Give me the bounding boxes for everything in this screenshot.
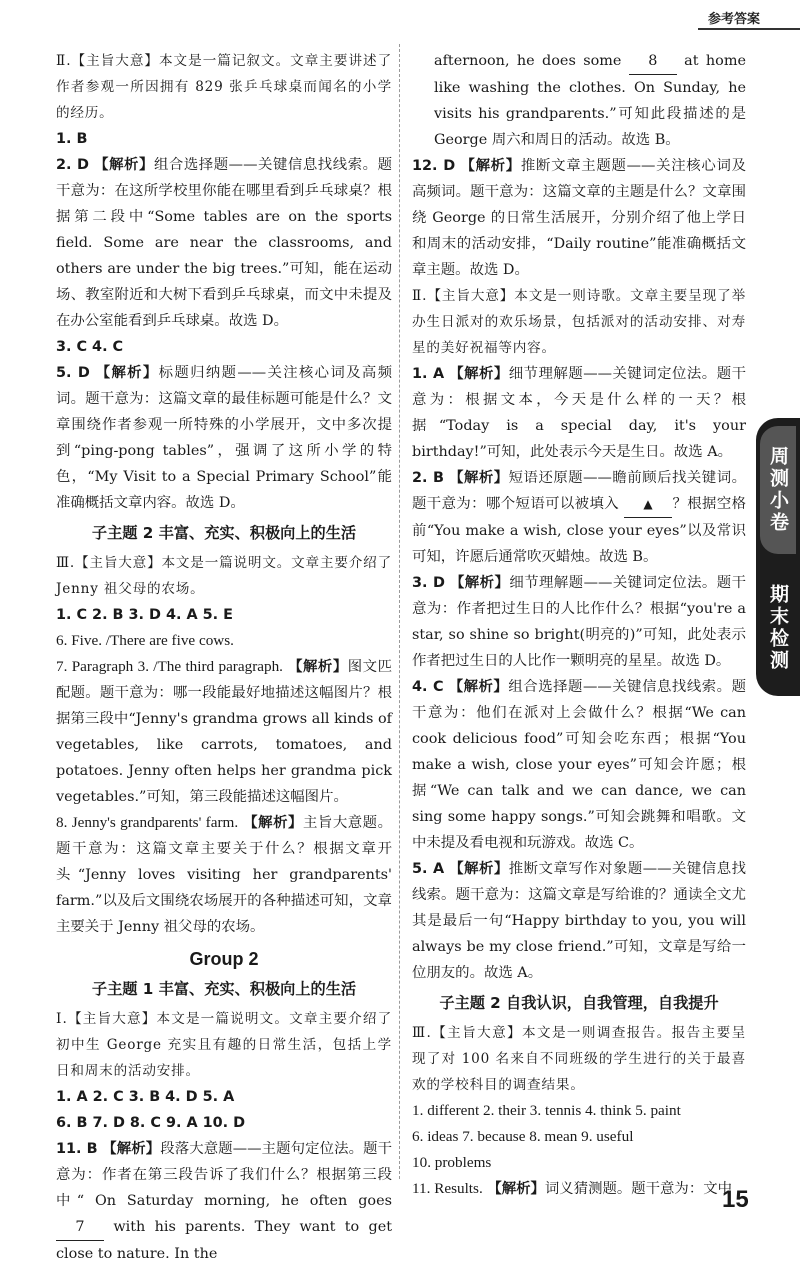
- answer-2-text-a: 短语还原题——瞻前顾后找关键词。题干意为：哪个短语可以被填入: [412, 470, 746, 512]
- answer-11-cont-b: at home like washing the clothes. On Sunday, he visits his grandparents.”可知此段描述的是 George 周六和周日的活动。故选 B。: [434, 53, 746, 148]
- answer-6: 6. Five. /There are five cows.: [56, 632, 234, 649]
- answer-8: [56, 810, 392, 940]
- analysis-tag: 【解析】: [487, 1181, 545, 1197]
- header-rule: [698, 28, 800, 30]
- answer-1-key: 1. A: [412, 366, 445, 382]
- right-column: [412, 48, 746, 1202]
- analysis-tag: 【解析】: [448, 679, 509, 695]
- subtopic-2-title: 子主题 2 丰富、充实、积极向上的生活: [91, 524, 357, 542]
- side-tab-weekly-label: 周测小卷: [760, 426, 796, 554]
- answer-8-text: 主旨大意题。题干意为：这篇文章主要关于什么？根据文章开头“Jenny loves visiting her grandparents' farm.”以及后文围绕农场展开的各种描述可知，文章主要关于 Jenny 祖父母的农场。: [56, 815, 392, 935]
- answer-5-text: 标题归纳题——关注核心词及高频词。题干意为：这篇文章的最佳标题可能是什么？文章围绕作者参观一所特殊的小学展开，文中多次提到“ping-pong tables”，强调了这所小学的特色，“My Visit to a Special Primary School”能准确概括文章内容。故选 D。: [56, 365, 392, 511]
- header-label: 参考答案: [707, 12, 760, 27]
- answer-4-text: 组合选择题——关键信息找线索。题干意为：他们在派对上会做什么？根据“We can cook delicious food”可知会吃东西；根据“You make a wish, close your eyes”可知会许愿；根据“We can talk and we can dance, we can sing some happy songs.”可知会跳舞和唱歌。文中未提及看电视和玩游戏。故选 C。: [412, 679, 746, 851]
- page-header: [0, 0, 800, 28]
- analysis-tag: 【解析】: [449, 366, 509, 382]
- answer-11-text-a: 段落大意题——主题句定位法。题干意为：作者在第三段告诉了我们什么？根据第三段中“ On Saturday morning, he often goes: [56, 1141, 392, 1209]
- section-3-intro: Ⅲ.【主旨大意】本文是一则调查报告。报告主要呈现了对 100 名来自不同班级的学生进行的关于最喜欢的学校科目的调查结果。: [412, 1025, 746, 1093]
- page-number: 15: [722, 1186, 749, 1213]
- answer-4: [412, 674, 746, 856]
- blank-7: 7: [56, 1214, 104, 1241]
- group-2-answers-6-10: 6. B 7. D 8. C 9. A 10. D: [56, 1115, 246, 1131]
- group-2-title: Group 2: [189, 949, 259, 969]
- answer-7: [56, 654, 392, 810]
- answer-3-key: 3. D: [412, 575, 445, 591]
- answer-5-key: 5. A: [412, 861, 445, 877]
- answer-5-key: 5. D: [56, 365, 90, 381]
- answer-4-key: 4. C: [412, 679, 444, 695]
- analysis-tag: 【解析】: [243, 815, 303, 831]
- answers-1-5: 1. different 2. their 3. tennis 4. think 5. paint: [412, 1102, 681, 1119]
- section-2-intro: Ⅱ.【主旨大意】本文是一则诗歌。文章主要呈现了举办生日派对的欢乐场景，包括派对的活动安排、对寿星的美好祝福等内容。: [412, 288, 746, 356]
- triangle-icon: ▲: [643, 497, 653, 511]
- answer-12-key: 12. D: [412, 158, 456, 174]
- answer-3: [412, 570, 746, 674]
- analysis-tag: 【解析】: [449, 470, 509, 486]
- section-2-intro: Ⅱ.【主旨大意】本文是一篇记叙文。文章主要讲述了作者参观一所因拥有 829 张乒乓球桌而闻名的小学的经历。: [56, 53, 392, 121]
- subtopic-2-title: 子主题 2 自我认识，自我管理，自我提升: [439, 994, 719, 1012]
- answer-2-text-b: ？根据空格前“You make a wish, close your eyes”以及常识可知，许愿后通常吹灭蜡烛。故选 B。: [412, 496, 746, 565]
- answer-12: [412, 153, 746, 283]
- answer-11-key: 11. B: [56, 1141, 98, 1157]
- answer-2: [56, 152, 392, 334]
- analysis-tag: 【解析】: [449, 861, 509, 877]
- analysis-tag: 【解析】: [95, 365, 159, 381]
- answer-1: 1. B: [56, 131, 88, 147]
- section-3-intro: Ⅲ.【主旨大意】本文是一篇说明文。文章主要介绍了 Jenny 祖父母的农场。: [56, 555, 392, 597]
- blank-8: 8: [629, 48, 677, 75]
- answer-5: [412, 856, 746, 986]
- answer-2-text: 组合选择题——关键信息找线索。题干意为：在这所学校里你能在哪里看到乒乓球桌？根据第二段中“Some tables are on the sports field. Some are near the classrooms, and others are under the big trees.”可知，能在运动场、教室附近和大树下看到乒乓球桌，而文中未提及在办公室能看到乒乓球桌。故选 D。: [56, 157, 392, 329]
- side-tab-final-label: 期末检测: [767, 584, 789, 672]
- group-2-section-1-intro: Ⅰ.【主旨大意】本文是一篇说明文。文章主要介绍了初中生 George 充实且有趣的日常生活，包括上学日和周末的活动安排。: [56, 1011, 392, 1079]
- analysis-tag: 【解析】: [94, 157, 154, 173]
- answer-11-cont-a: afternoon, he does some: [434, 53, 622, 69]
- answer-11-continued: [412, 48, 746, 153]
- analysis-tag: 【解析】: [460, 158, 521, 174]
- answer-5-text: 推断文章写作对象题——关键信息找线索。题干意为：这篇文章是写给谁的？通读全文尤其是最后一句“Happy birthday to you, you will always be my close friend.”可知，文章是写给一位朋友的。故选 A。: [412, 861, 746, 981]
- answer-7-key: 7. Paragraph 3. /The third paragraph.: [56, 658, 283, 675]
- answer-8-key: 8. Jenny's grandparents' farm.: [56, 814, 239, 831]
- answer-11-key: 11. Results.: [412, 1180, 483, 1197]
- blank-triangle: [624, 491, 672, 518]
- group-2-answer-11: [56, 1136, 392, 1267]
- answer-12-text: 推断文章主题题——关注核心词及高频词。题干意为：这篇文章的主题是什么？文章围绕 George 的日常生活展开，分别介绍了他上学日和周末的活动安排，“Daily routine”能准确概括文章主题。故选 D。: [412, 158, 746, 278]
- answer-2-key: 2. B: [412, 470, 444, 486]
- answer-2: [412, 465, 746, 570]
- answer-3-text: 细节理解题——关键词定位法。题干意为：作者把过生日的人比作什么？根据“you're a star, so shine so bright(明亮的)”可知，此处表示作者把过生日的人比作一颗明亮的星星。故选 D。: [412, 575, 747, 669]
- group-2-answers-1-5: 1. A 2. C 3. B 4. D 5. A: [56, 1089, 235, 1105]
- answer-3-4: 3. C 4. C: [56, 339, 124, 355]
- answer-5: [56, 360, 392, 516]
- column-divider: [399, 44, 400, 1179]
- analysis-tag: 【解析】: [449, 575, 510, 591]
- answer-1-text: 细节理解题——关键词定位法。题干意为：根据文本，今天是什么样的一天？根据“Today is a special day, it's your birthday!”可知，此处表示今天是生日。故选 A。: [412, 366, 746, 460]
- answer-11-text: 词义猜测题。题干意为：文中: [544, 1181, 732, 1197]
- answers-6-9: 6. ideas 7. because 8. mean 9. useful: [412, 1128, 634, 1145]
- analysis-tag: 【解析】: [288, 659, 348, 675]
- answer-10: 10. problems: [412, 1154, 492, 1171]
- analysis-tag: 【解析】: [102, 1141, 161, 1157]
- answer-7-text: 图文匹配题。题干意为：哪一段能最好地描述这幅图片？根据第三段中“Jenny's grandma grows all kinds of vegetables, like carrots, tomatoes, and potatoes. Jenny often helps her grandma pick vegetables.”可知，第三段能描述这幅图片。: [56, 659, 392, 805]
- answers-1-5: 1. C 2. B 3. D 4. A 5. E: [56, 607, 233, 623]
- answer-1: [412, 361, 746, 465]
- left-column: [56, 48, 392, 1267]
- answer-11-text-b: with his parents. They want to get close to nature. In the: [56, 1219, 392, 1262]
- answer-2-key: 2. D: [56, 157, 89, 173]
- answer-11: [412, 1176, 746, 1202]
- group-2-subtopic-1-title: 子主题 1 丰富、充实、积极向上的生活: [91, 980, 357, 998]
